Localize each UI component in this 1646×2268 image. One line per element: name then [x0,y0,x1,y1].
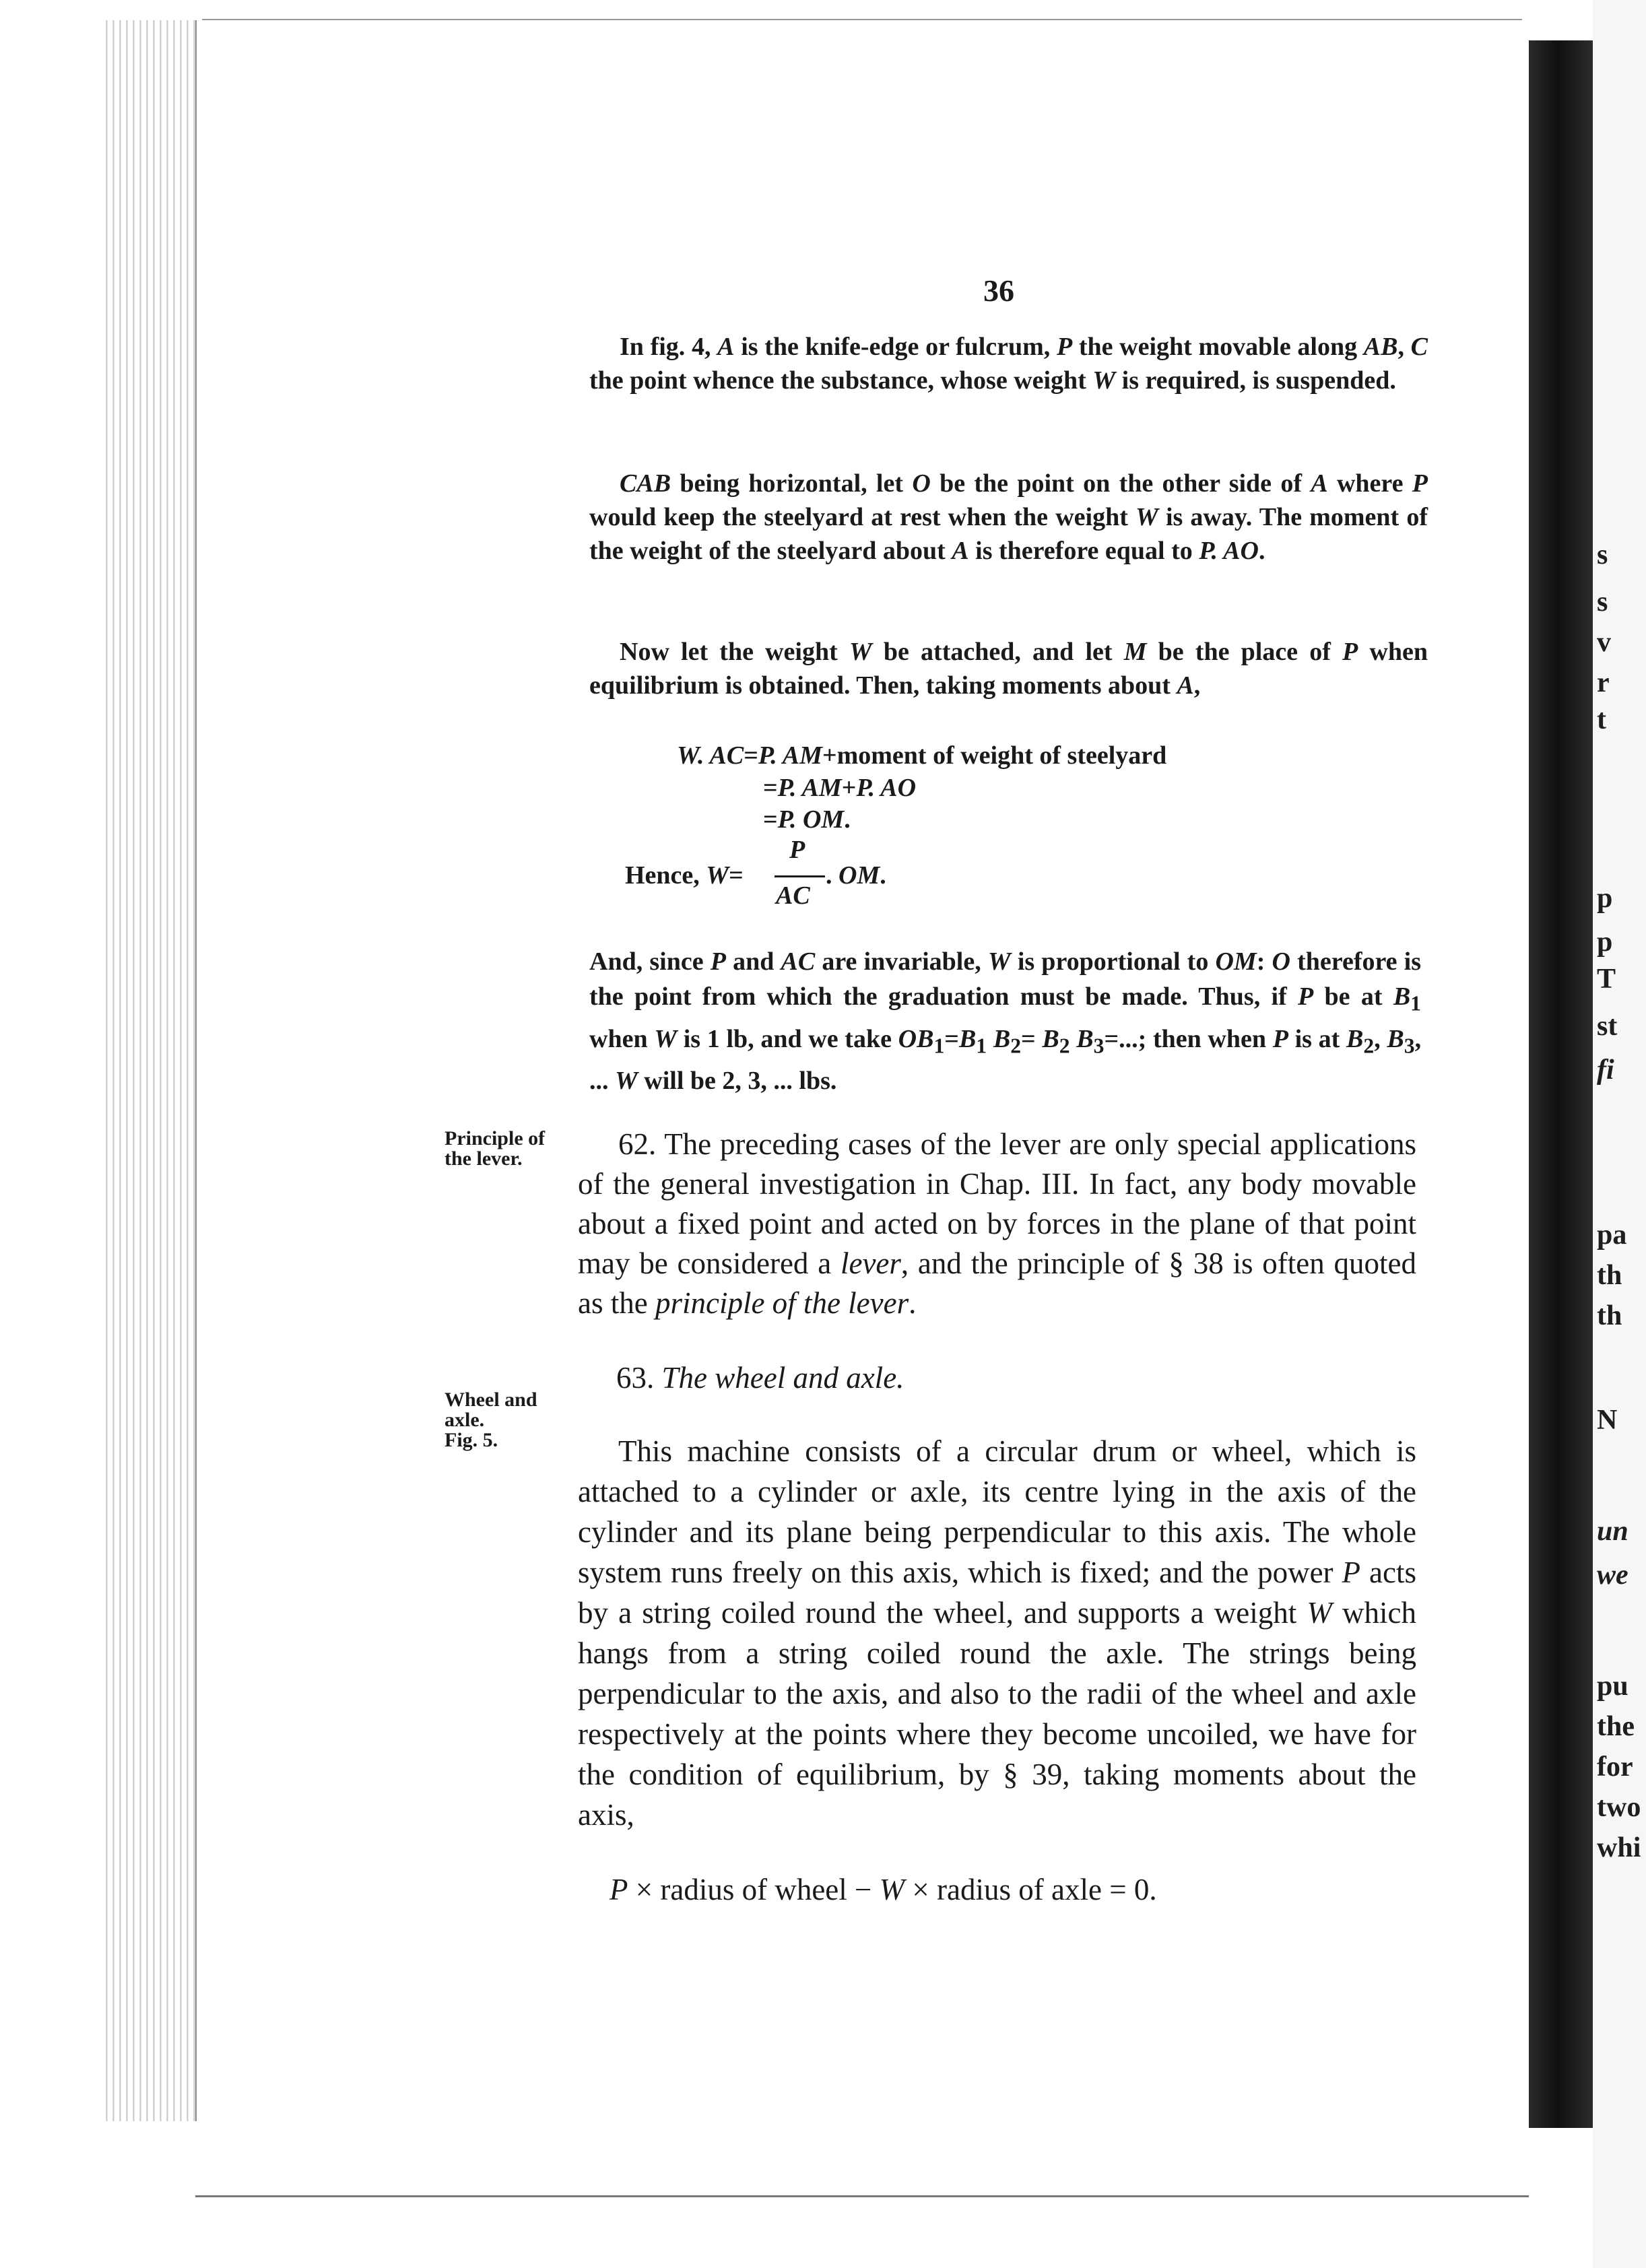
facing-text: st [1597,1011,1618,1042]
margin-note-wheel: Wheel and axle. Fig. 5. [445,1389,537,1451]
facing-text: v [1597,627,1611,658]
facing-text: th [1597,1300,1622,1331]
facing-text: t [1597,704,1606,735]
facing-text: we [1597,1560,1628,1591]
facing-text: s [1597,587,1608,618]
fraction-numerator: P [789,836,805,864]
equation-line-2: =P. AM+P. AO [763,774,917,802]
paragraph-attach-weight: Now let the weight W be attached, and let M be the place of P when equilibrium is obtained. Then, taking moments about A, [589,638,1428,700]
facing-text: p [1597,927,1613,958]
facing-text: N [1597,1405,1618,1436]
facing-text: th [1597,1260,1622,1291]
facing-page-fragment [1593,0,1646,2268]
page-top-edge [202,19,1522,20]
equation-line-1: W. AC=P. AM+moment of weight of steelyard [677,741,1167,770]
fraction-denominator: AC [776,881,810,910]
section-62-number: 62. [618,1127,657,1161]
facing-text: fi [1597,1055,1614,1086]
paragraph-graduation: And, since P and AC are invariable, W is proportional to OM: O therefore is the point from which the graduation must be made. Thus, if P be at $B_1$ when W is 1 lb, and we take $OB_1=B_1$ $B_2= B_2$ $B_3=$...; then when P is at $B_2$, $B_3$, ... W will be 2, 3, ... lbs. [589,947,1422,1096]
facing-text: whi [1597,1832,1641,1863]
facing-text: the [1597,1711,1635,1742]
facing-text: pu [1597,1671,1628,1702]
facing-text: p [1597,883,1613,914]
section-63-heading: 63. The wheel and axle. [616,1361,904,1395]
page-number: 36 [983,273,1014,308]
wheel-axle-paragraph: This machine consists of a circular drum or wheel, which is attached to a cylinder or axle, its centre lying in the axis of the cylinder and its plane being perpendicular to this axis. The whole system runs freely on this axis, which is fixed; and the power P acts by a string coiled round the wheel, and supports a weight W which hangs from a string coiled round the axle. The strings being perpendicular to the axis, and also to the radii of the wheel and axle respectively at the points where they become uncoiled, we have for the condition of equilibrium, by § 39, taking moments about the axis, [578,1434,1416,1832]
facing-text: T [1597,964,1616,995]
equation-hence: Hence, W= [625,861,744,890]
section-62-text: 62. The preceding cases of the lever are only special applications of the general investigation in Chap. III. In fact, any body movable about a fixed point and acted on by forces in the plane of that point may be considered a lever, and the principle of § 38 is often quoted as the principle of the lever. [578,1127,1417,1320]
book-spine-gutter [1529,40,1593,2128]
equation-line-3: =P. OM. [763,805,851,834]
fraction-bar [775,875,825,877]
page-bottom-edge [195,2195,1529,2197]
margin-note-principle: Principle of the lever. [445,1127,546,1170]
facing-text: s [1597,539,1608,570]
facing-text: un [1597,1516,1628,1547]
paragraph-fig4: In fig. 4, A is the knife-edge or fulcrum, P the weight movable along AB, C the point whence the substance, whose weight W is required, is suspended. [589,333,1428,395]
paragraph-zero-point: CAB being horizontal, let O be the point on the other side of A where P would keep the steelyard at rest when the weight W is away. The moment of the weight of the steelyard about A is therefore equal to P. AO. [589,469,1428,565]
equilibrium-equation: P × radius of wheel − W × radius of axle = 0. [610,1873,1157,1906]
facing-text: for [1597,1752,1633,1782]
facing-text: r [1597,667,1610,698]
facing-text: two [1597,1792,1641,1823]
facing-text: pa [1597,1220,1627,1250]
equation-hence-tail: . OM. [826,861,886,890]
stacked-page-edges [101,20,197,2121]
